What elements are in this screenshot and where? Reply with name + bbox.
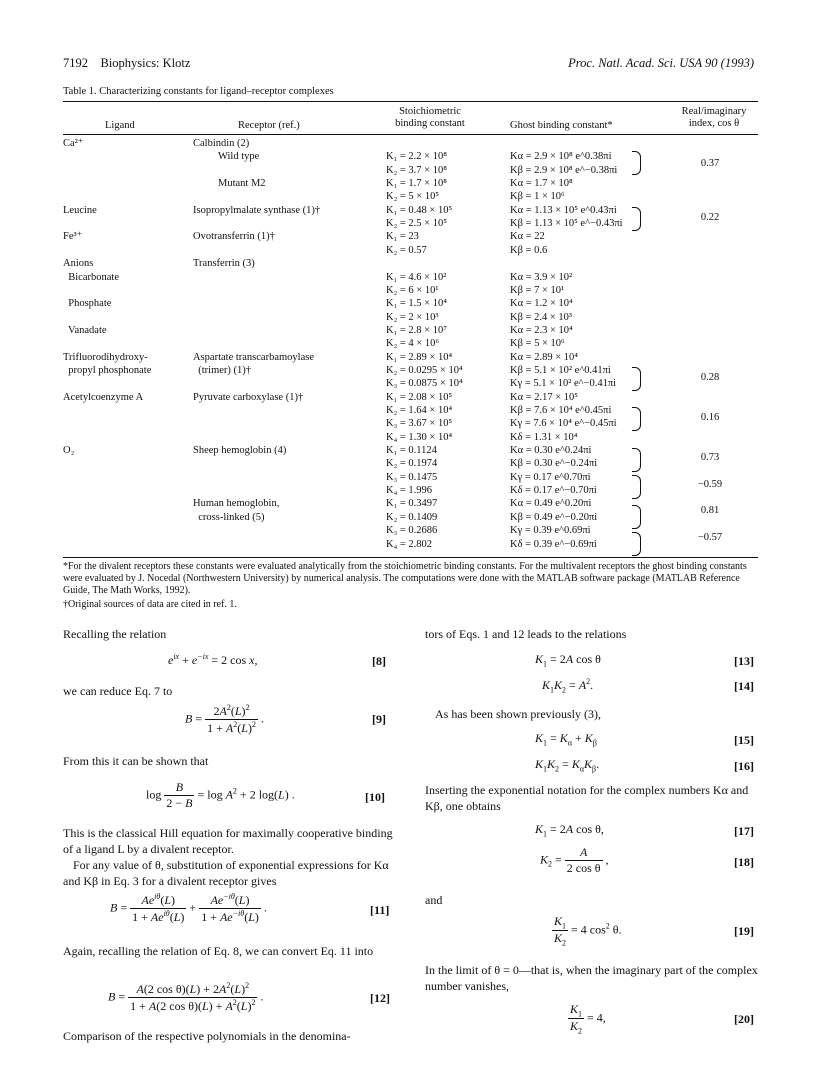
left-para-5: For any value of θ, substitution of exponential expressions for Kα and Kβ in Eq. 3 for a divalent receptor gives [63,858,389,888]
cell-receptor: Human hemoglobin, [193,498,280,510]
cell-ghost: Kβ = 2.9 × 10⁸ e^−0.38πi [510,164,618,176]
cell-receptor: Calbindin (2) [193,138,250,149]
right-para-5: In the limit of θ = 0—that is, when the imaginary part of the complex number vanishes, [425,963,758,993]
running-header-left [63,56,190,71]
cell-stoich: K₃ = 3.67 × 10⁵ [386,418,453,430]
cell-ghost: Kα = 0.49 e^0.20πi [510,498,592,510]
cell-receptor: cross-linked (5) [193,511,265,523]
eq-number: [17] [734,824,754,838]
left-para-4: This is the classical Hill equation for maximally cooperative binding of a ligand L by a divalent receptor. [63,826,393,856]
equation-12: B = $\frac{A(2 \cos \theta)(L) + 2A^2(L)^2}{1 + A(2 \cos \theta)(L) + A^2(L)^2}$ . [108,981,264,1013]
eq-number: [9] [372,712,386,726]
brace [632,407,641,431]
equation-18: $K_2$ = $\frac{A}{\text{2 cos θ}}$ , [540,845,609,875]
cell-ghost: Kβ = 2.4 × 10³ [510,311,573,323]
cell-ghost: Kγ = 5.1 × 10² e^−0.41πi [510,378,617,390]
cell-ghost: Kβ = 1 × 10⁶ [510,191,565,203]
cell-stoich: K₂ = 0.1974 [386,458,438,470]
cell-stoich: K₂ = 3.7 × 10⁸ [386,164,447,176]
cell-ghost: Kβ = 0.49 e^−0.20πi [510,511,598,523]
cell-index: −0.59 [697,478,723,490]
cell-receptor: Ovotransferrin (1)† [193,231,275,243]
table-footnote-2: †Original sources of data are cited in ref. 1. [63,599,237,610]
cell-stoich: K₂ = 0.57 [386,244,427,256]
eq-number: [10] [365,790,385,804]
cell-stoich: K₁ = 1.7 × 10⁸ [386,178,447,190]
cell-receptor: Aspartate transcarbamoylase [193,351,314,363]
cell-ghost: Kβ = 0.30 e^−0.24πi [510,458,598,470]
brace [632,448,641,472]
eq-number: [12] [370,991,390,1005]
table-caption: Table 1. Characterizing constants for ligand–receptor complexes [63,86,334,97]
col-stoich: Stoichiometric binding constant [395,106,465,129]
cell-ghost: Kα = 1.2 × 10⁴ [510,298,573,310]
cell-ligand: Bicarbonate [63,271,119,283]
brace [632,505,641,529]
cell-ghost: Kγ = 7.6 × 10⁴ e^−0.45πi [510,418,617,430]
cell-ligand: Leucine [63,204,97,216]
cell-ghost: Kα = 3.9 × 10² [510,271,573,283]
cell-ghost: Kβ = 5 × 10⁶ [510,338,565,350]
cell-index: 0.16 [700,412,720,423]
col-ghost: Ghost binding constant* [510,120,613,131]
table-header-rule [63,134,758,135]
cell-receptor: Sheep hemoglobin (4) [193,445,287,457]
cell-ligand: Phosphate [63,298,112,310]
col-receptor: Receptor (ref.) [238,120,300,131]
cell-ghost: Kβ = 7 × 10¹ [510,284,565,296]
left-para-2: we can reduce Eq. 7 to [63,684,173,698]
eq-number: [16] [734,759,754,773]
cell-stoich: K₁ = 0.48 × 10⁵ [386,204,453,216]
cell-stoich: K₁ = 23 [386,231,419,243]
equation-9: B = $\frac{2A^2(L)^2}{1 + A^2(L)^2}$ . [185,703,264,735]
cell-stoich: K₂ = 2.5 × 10⁵ [386,218,447,230]
equation-14: $K_1K_2 = A^2$. [542,677,594,695]
cell-index: 0.28 [700,371,720,383]
cell-stoich: K₁ = 4.6 × 10² [386,271,447,283]
equation-16: $K_1K_2 = K_\alpha K_\beta$. [535,757,600,774]
right-para-1: tors of Eqs. 1 and 12 leads to the relations [425,627,627,641]
cell-ligand: Trifluorodihydroxy- [63,351,148,363]
right-para-4: and [425,893,443,907]
cell-ghost: Kδ = 1.31 × 10⁴ [510,431,578,443]
cell-stoich: K₂ = 4 × 10⁶ [386,338,439,350]
cell-stoich: K₁ = 2.8 × 10⁷ [386,324,447,336]
cell-receptor: Wild type [218,151,260,163]
table-bottom-rule [63,557,758,558]
cell-ligand: Fe³⁺ [63,231,83,243]
brace [632,475,641,499]
cell-stoich: K₃ = 0.1475 [386,471,438,483]
cell-index: 0.22 [700,211,720,223]
brace [632,151,641,175]
cell-receptor: Transferrin (3) [193,258,255,270]
cell-stoich: K₁ = 2.08 × 10⁵ [386,391,453,403]
eq-number: [8] [372,654,386,668]
equation-8: $e^{ix} + e^{-ix} = 2$ cos x, [168,652,258,667]
col-index: Real/imaginary index, cos θ [681,106,747,129]
cell-index: −0.57 [697,532,723,544]
cell-index: 0.81 [700,505,720,517]
eq-number: [15] [734,733,754,747]
eq-number: [20] [734,1012,754,1026]
brace [632,532,641,556]
right-para-2: As has been shown previously (3), [435,707,601,721]
cell-stoich: K₁ = 1.5 × 10⁴ [386,298,447,310]
journal-citation: Proc. Natl. Acad. Sci. USA 90 (1993) [568,56,754,70]
eq-number: [19] [734,924,754,938]
cell-stoich: K₄ = 1.30 × 10⁴ [386,431,453,443]
cell-ghost: Kγ = 0.39 e^0.69πi [510,525,591,537]
equation-10: log $\frac{B}{2 - B}$ = $\log A^2 + 2$ log(L) . [146,780,295,810]
cell-receptor: Mutant M2 [218,178,266,190]
right-para-3: Inserting the exponential notation for the complex numbers Kα and Kβ, one obtains [425,783,749,813]
table-footnote-1: *For the divalent receptors these constants were evaluated analytically from the stoichiometric binding constants. For the multivalent receptors the ghost binding constants were evaluated by J. Nocedal (Northwestern University) by numerical analysis. The computations were done with the MATLAB software package (MATLAB Reference Guide, The Math Works, 1992). [63,561,747,596]
cell-ghost: Kβ = 0.6 [510,244,548,256]
cell-ghost: Kβ = 5.1 × 10² e^0.41πi [510,364,611,376]
eq-number: [14] [734,679,754,693]
cell-stoich: K₄ = 1.996 [386,485,433,497]
cell-ligand: O₂ [63,445,75,457]
cell-ghost: Kα = 2.89 × 10⁴ [510,351,578,363]
cell-stoich: K₁ = 0.1124 [386,445,437,457]
left-para-6: Again, recalling the relation of Eq. 8, we can convert Eq. 11 into [63,944,374,958]
cell-stoich: K₁ = 0.3497 [386,498,438,510]
cell-ghost: Kγ = 0.17 e^0.70πi [510,471,591,483]
cell-ghost: Kα = 2.17 × 10⁵ [510,391,578,403]
cell-ligand: Anions [63,258,94,270]
cell-ghost: Kα = 22 [510,231,545,243]
cell-ghost: Kα = 0.30 e^0.24πi [510,445,592,457]
cell-stoich: K₁ = 2.89 × 10⁴ [386,351,453,363]
equation-19: $\frac{K_1}{K_2}$ = 4 $\cos^2 \theta$. [554,914,622,948]
left-para-3: From this it can be shown that [63,754,209,768]
cell-ghost: Kβ = 7.6 × 10⁴ e^0.45πi [510,405,612,416]
cell-ligand: propyl phosphonate [63,364,152,376]
equation-15: $K_1 = K_\alpha + K_\beta$ [535,731,597,748]
cell-stoich: K₃ = 0.2686 [386,525,438,537]
cell-ghost: Kα = 1.7 × 10⁸ [510,178,573,190]
equation-11: B = $\frac{Ae^{i\theta}(L)}{1 + Ae^{i\theta}(L)}$ + $\frac{Ae^{-i\theta}(L)}{1 + Ae^{-i\theta}(L)}$ . [110,892,267,924]
cell-stoich: K₂ = 1.64 × 10⁴ [386,405,453,416]
eq-number: [13] [734,654,754,668]
cell-stoich: K₂ = 2 × 10³ [386,311,439,323]
left-para-1: Recalling the relation [63,627,167,641]
equation-17: $K_1 = 2A$ cos θ, [535,822,604,839]
cell-stoich: K₂ = 0.0295 × 10⁴ [386,364,463,376]
cell-stoich: K₃ = 0.0875 × 10⁴ [386,378,463,390]
cell-ghost: Kα = 1.13 × 10⁵ e^0.43πi [510,204,617,216]
cell-stoich: K₂ = 0.1409 [386,511,438,523]
brace [632,207,641,231]
cell-ghost: Kδ = 0.39 e^−0.69πi [510,538,597,550]
cell-ligand: Vanadate [63,324,107,336]
cell-stoich: K₄ = 2.802 [386,538,433,550]
brace [632,367,641,391]
cell-ghost: Kβ = 1.13 × 10⁵ e^−0.43πi [510,218,623,230]
cell-index: 0.73 [700,452,720,464]
cell-ghost: Kα = 2.9 × 10⁸ e^0.38πi [510,151,612,163]
cell-receptor: (trimer) (1)† [193,364,252,376]
eq-number: [11] [370,903,390,917]
eq-number: [18] [734,855,754,869]
cell-stoich: K₂ = 6 × 10¹ [386,284,439,296]
equation-20: $\frac{K_1}{K_2}$ = 4, [570,1002,606,1036]
cell-receptor: Isopropylmalate synthase (1)† [193,204,321,216]
cell-index: 0.37 [700,158,720,170]
section-title: Biophysics: Klotz [100,56,191,70]
cell-ghost: Kα = 2.3 × 10⁴ [510,324,573,336]
col-ligand: Ligand [105,120,135,131]
cell-receptor: Pyruvate carboxylase (1)† [193,391,304,403]
table-top-rule [63,101,758,102]
cell-ligand: Ca²⁺ [63,138,84,149]
cell-ligand: Acetylcoenzyme A [63,391,144,403]
page-number: 7192 [63,56,88,70]
cell-stoich: K₁ = 2.2 × 10⁸ [386,151,447,163]
equation-13: $K_1 = 2A$ cos θ [535,652,601,669]
left-para-7: Comparison of the respective polynomials in the denomina- [63,1029,351,1043]
cell-ghost: Kδ = 0.17 e^−0.70πi [510,485,597,497]
cell-stoich: K₂ = 5 × 10⁵ [386,191,439,203]
